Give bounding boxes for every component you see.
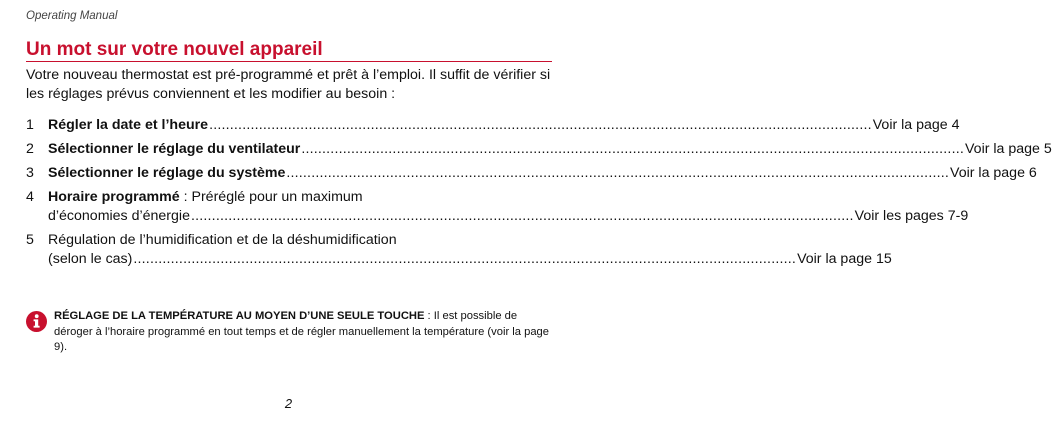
step-title: Horaire programmé [48, 189, 180, 205]
step-number: 4 [26, 189, 34, 205]
page-number: 2 [284, 396, 293, 411]
info-note-text [54, 309, 554, 356]
page-title: Un mot sur votre nouvel appareil [26, 39, 323, 60]
step-item-5 [26, 231, 892, 269]
step-number: 2 [26, 141, 34, 157]
step-title: Sélectionner le réglage du système [48, 165, 286, 181]
setup-steps-list [26, 116, 1052, 274]
step-description-continued: (selon le cas) [48, 251, 133, 267]
info-icon [26, 311, 47, 332]
step-item-1 [26, 116, 960, 135]
step-description: : Préréglé pour un maximum [179, 189, 363, 205]
info-note-title: RÉGLAGE DE LA TEMPÉRATURE AU MOYEN D’UNE SEULE TOUCHE [54, 310, 425, 322]
step-number: 5 [26, 232, 34, 248]
leader-dots [191, 207, 854, 226]
intro-paragraph: Votre nouveau thermostat est pré-programmé et prêt à l’emploi. Il suffit de vérifier si les réglages prévus conviennent et les modifier au besoin : [26, 67, 551, 102]
step-title: Régler la date et l’heure [48, 117, 209, 133]
page-reference: Voir la page 6 [950, 165, 1037, 181]
info-note [26, 309, 554, 356]
step-item-4 [26, 188, 969, 226]
step-number: 1 [26, 117, 34, 133]
title-divider [26, 61, 552, 62]
info-note-body: : Il est possible de déroger à l’horaire programmé en tout temps et de régler manuellement la température (voir la page 9). [54, 310, 549, 353]
page-reference: Voir la page 5 [965, 141, 1052, 157]
step-item-2 [26, 140, 1052, 159]
page-reference: Voir la page 15 [797, 251, 892, 267]
manual-header: Operating Manual [26, 10, 118, 22]
step-number: 3 [26, 165, 34, 181]
step-description-continued: d’économies d’énergie [48, 208, 190, 224]
step-description: Régulation de l’humidification et de la déshumidification [48, 232, 397, 248]
leader-dots [286, 164, 949, 183]
leader-dots [301, 140, 964, 159]
page-reference: Voir les pages 7-9 [854, 208, 969, 224]
leader-dots [209, 116, 872, 135]
page-reference: Voir la page 4 [872, 117, 960, 133]
step-item-3 [26, 164, 1037, 183]
step-title: Sélectionner le réglage du ventilateur [48, 141, 301, 157]
leader-dots [133, 250, 796, 269]
